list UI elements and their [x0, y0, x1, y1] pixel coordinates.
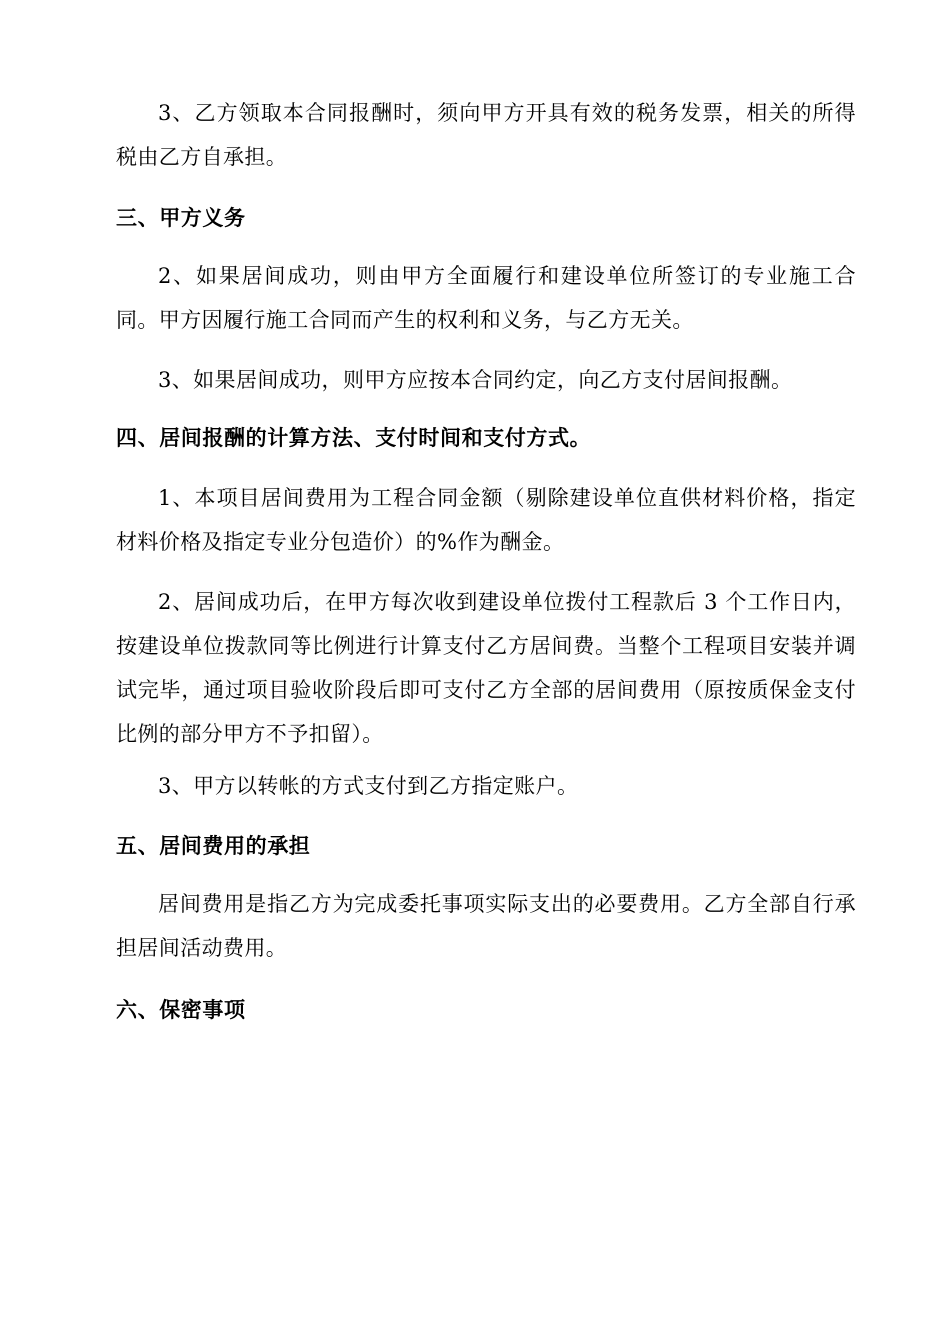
paragraph-party-a-payment: 3、如果居间成功，则甲方应按本合同约定，向乙方支付居间报酬。	[158, 368, 793, 392]
paragraph-tax-invoice: 3、乙方领取本合同报酬时，须向甲方开具有效的税务发票，相关的所得税由乙方自承担。	[116, 101, 856, 169]
paragraph-fee-definition: 居间费用是指乙方为完成委托事项实际支出的必要费用。乙方全部自行承担居间活动费用。	[116, 892, 856, 960]
paragraph-party-a-performance: 2、如果居间成功，则由甲方全面履行和建设单位所签订的专业施工合同。甲方因履行施工合同而产生的权利和义务，与乙方无关。	[116, 264, 856, 332]
heading-confidentiality: 六、保密事项	[116, 998, 246, 1022]
paragraph-payment-schedule: 2、居间成功后，在甲方每次收到建设单位拨付工程款后 3 个工作日内，按建设单位拨款同等比例进行计算支付乙方居间费。当整个工程项目安装并调试完毕，通过项目验收阶段后即可支付乙方全部的居间费用（原按质保金支付比例的部分甲方不予扣留）。	[116, 590, 856, 746]
paragraph-brokerage-fee-rate: 1、本项目居间费用为工程合同金额（剔除建设单位直供材料价格，指定材料价格及指定专业分包造价）的%作为酬金。	[116, 486, 856, 554]
heading-fee-bearing: 五、居间费用的承担	[116, 834, 311, 858]
paragraph-transfer-payment: 3、甲方以转帐的方式支付到乙方指定账户。	[158, 774, 579, 798]
heading-party-a-obligations: 三、甲方义务	[116, 206, 246, 230]
heading-remuneration-calculation: 四、居间报酬的计算方法、支付时间和支付方式。	[116, 426, 592, 450]
